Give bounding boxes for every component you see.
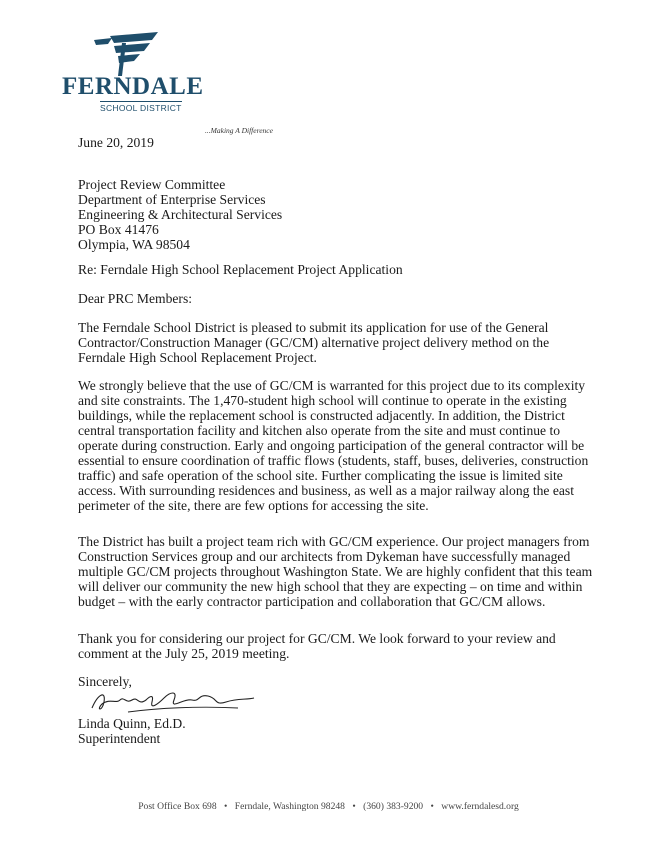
closing: Sincerely,: [78, 674, 132, 689]
letter-date: June 20, 2019: [78, 135, 154, 150]
footer-phone: (360) 383-9200: [363, 801, 424, 812]
flag-wing-icon: [92, 30, 162, 76]
address-line: Department of Enterprise Services: [78, 192, 266, 207]
address-line: Engineering & Architectural Services: [78, 207, 283, 222]
address-line: Project Review Committee: [78, 177, 226, 192]
signer-title: Superintendent: [78, 731, 161, 746]
address-line: Olympia, WA 98504: [78, 237, 190, 252]
district-tagline: ...Making A Difference: [205, 126, 273, 135]
salutation: Dear PRC Members:: [78, 291, 193, 306]
district-subtitle: SCHOOL DISTRICT: [100, 103, 182, 113]
body-paragraph: The Ferndale School District is pleased to submit its application for use of the General Contractor/Construction Manager (GC/CM) alternative project delivery method on the Ferndale High School Replacement Project.: [78, 320, 550, 365]
address-line: PO Box 41476: [78, 222, 159, 237]
district-name: FERNDALE: [62, 73, 204, 100]
recipient-address: [78, 177, 598, 252]
footer-separator: •: [224, 801, 228, 812]
subject-line: Re: Ferndale High School Replacement Project Application: [78, 262, 403, 277]
body-paragraph: We strongly believe that the use of GC/CM is warranted for this project due to its complexity and site constraints. The 1,470-student high school will continue to operate in the existing buildings, while the replacement school is constructed adjacently. In addition, the District central transportation facility and kitchen also operate from the site and must continue to operate during construction. Early and ongoing participation of the general contractor will be essential to ensure coordination of traffic flows (students, staff, buses, deliveries, construction traffic) and safe operation of the school site. Further complicating the issue is limited site access. With surrounding residences and business, as well as a major railway along the east perimeter of the site, there are few options for accessing the site.: [78, 378, 589, 513]
body-paragraph: Thank you for considering our project for GC/CM. We look forward to your review and comment at the July 25, 2019 meeting.: [78, 631, 556, 661]
handwritten-signature: [88, 686, 258, 716]
footer-city: Ferndale, Washington 98248: [234, 801, 345, 812]
body-paragraph: The District has built a project team rich with GC/CM experience. Our project managers from Construction Services group and our architects from Dykeman have successfully managed multiple GC/CM projects throughout Washington State. We are highly confident that this team will deliver our community the new high school that they are expecting – on time and within budget – with the early contractor participation and collaboration that GC/CM allows.: [78, 534, 593, 609]
footer-separator: •: [352, 801, 356, 812]
footer: [0, 801, 657, 812]
letterhead: [62, 30, 322, 135]
signer-name: Linda Quinn, Ed.D.: [78, 716, 186, 731]
footer-website: www.ferndalesd.org: [441, 801, 519, 812]
footer-separator: •: [430, 801, 434, 812]
footer-po-box: Post Office Box 698: [138, 801, 217, 812]
